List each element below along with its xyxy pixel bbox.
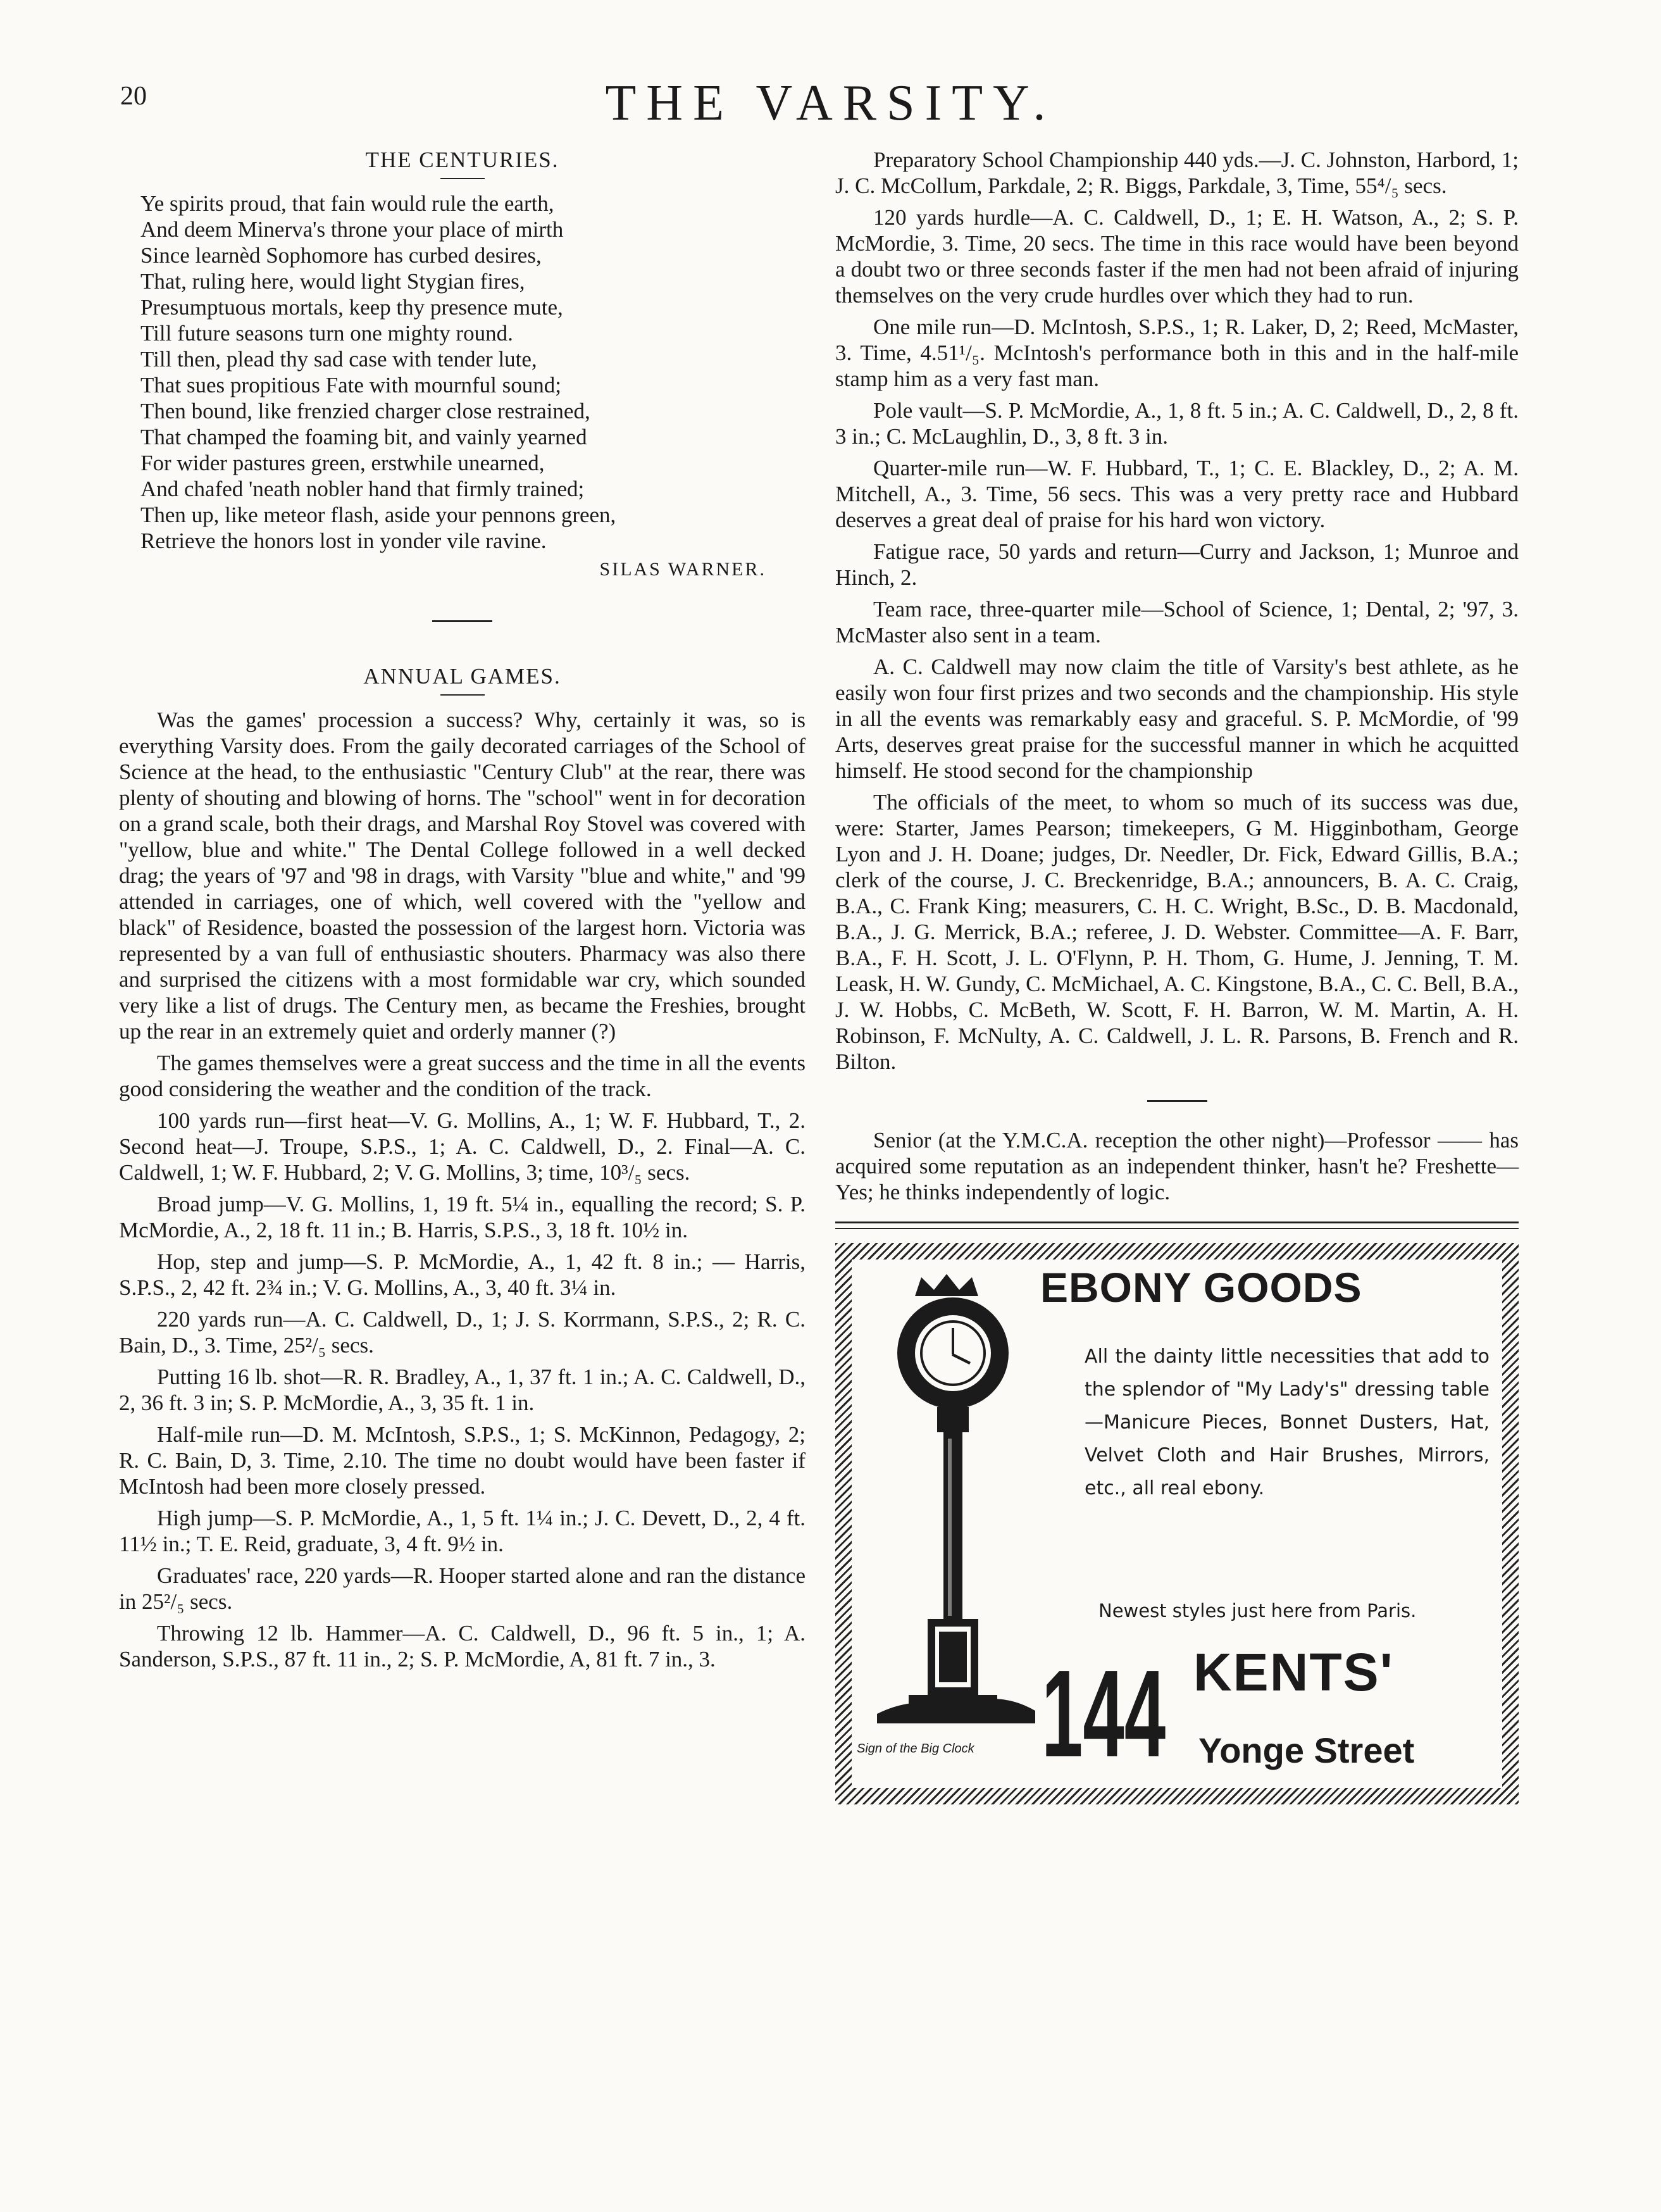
poem <box>119 191 806 554</box>
paragraph: 220 yards run—A. C. Caldwell, D., 1; J. S. Korrmann, S.P.S., 2; R. C. Bain, D., 3. Time, 25²/₅ secs. <box>119 1307 806 1358</box>
poem-line: Retrieve the honors lost in yonder vile ravine. <box>140 528 547 553</box>
poem-signature: SILAS WARNER. <box>599 559 766 580</box>
title-rule <box>440 694 485 696</box>
clock-caption: Sign of the Big Clock <box>857 1742 974 1756</box>
section-divider <box>1147 1100 1207 1102</box>
paragraph: Pole vault—S. P. McMordie, A., 1, 8 ft. 5 in.; A. C. Caldwell, D., 2, 8 ft. 3 in.; C. McLaughlin, D., 3, 8 ft. 3 in. <box>835 398 1519 449</box>
section-divider <box>432 620 492 622</box>
page-number: 20 <box>120 82 147 111</box>
ad-address: Yonge Street <box>1198 1730 1415 1770</box>
ad-brand: KENTS' <box>1193 1642 1394 1702</box>
poem-line: That champed the foaming bit, and vainly yearned <box>140 425 587 449</box>
right-column <box>835 147 1519 1804</box>
poem-line: Ye spirits proud, that fain would rule the earth, <box>140 191 554 216</box>
paragraph: Hop, step and jump—S. P. McMordie, A., 1, 42 ft. 8 in.; — Harris, S.P.S., 2, 42 ft. 2¾ in.; V. G. Mollins, A., 3, 40 ft. 3¼ in. <box>119 1249 806 1300</box>
paragraph: Putting 16 lb. shot—R. R. Bradley, A., 1, 37 ft. 1 in.; A. C. Caldwell, D., 2, 36 ft. 3 in; S. P. McMordie, A., 3, 35 ft. 1 in. <box>119 1365 806 1415</box>
poem-line: That, ruling here, would light Stygian fires, <box>140 269 525 294</box>
games-title: ANNUAL GAMES. <box>363 664 561 689</box>
paragraph: 120 yards hurdle—A. C. Caldwell, D., 1; E. H. Watson, A., 2; S. P. McMordie, 3. Time, 20 secs. The time in this race would have been beyond a doubt two or three seconds faster if the men had not been afraid of injuring themselves on the very crude hurdles over which they had to run. <box>835 205 1519 308</box>
title-rule <box>440 178 485 179</box>
paragraph: One mile run—D. McIntosh, S.P.S., 1; R. Laker, D, 2; Reed, McMaster, 3. Time, 4.51¹/₅. McIntosh's performance both in this and in the half-mile stamp him as a very fast man. <box>835 315 1519 391</box>
centuries-title: THE CENTURIES. <box>365 147 559 172</box>
poem-line: Till then, plead thy sad case with tender lute, <box>140 347 537 372</box>
paragraph: The games themselves were a great success and the time in all the events good considering the weather and the condition of the track. <box>119 1051 806 1101</box>
paragraph: 100 yards run—first heat—V. G. Mollins, A., 1; W. F. Hubbard, T., 2. Second heat—J. Troupe, S.P.S., 1; A. C. Caldwell, D., 2. Final—A. C. Caldwell, 1; W. F. Hubbard, 2; V. G. Mollins, 3; time, 10³/₅ secs. <box>119 1108 806 1185</box>
poem-line: Presumptuous mortals, keep thy presence mute, <box>140 295 563 320</box>
advertisement-panel <box>852 1259 1502 1788</box>
ad-street-number: 144 <box>1042 1644 1166 1783</box>
paragraph: Preparatory School Championship 440 yds.—J. C. Johnston, Harbord, 1; J. C. McCollum, Parkdale, 2; R. Biggs, Parkdale, 3, Time, 55⁴/₅ secs. <box>835 147 1519 198</box>
paragraph: Broad jump—V. G. Mollins, 1, 19 ft. 5¼ in., equalling the record; S. P. McMordie, A., 2, 18 ft. 11 in.; B. Harris, S.P.S., 3, 18 ft. 10½ in. <box>119 1192 806 1242</box>
paragraph: Fatigue race, 50 yards and return—Curry and Jackson, 1; Munroe and Hinch, 2. <box>835 539 1519 590</box>
advertisement <box>835 1243 1519 1804</box>
big-clock-icon <box>864 1271 1042 1739</box>
poem-line: That sues propitious Fate with mournful sound; <box>140 373 561 397</box>
paragraph: A. C. Caldwell may now claim the title of Varsity's best athlete, as he easily won four first prizes and two seconds and the championship. His style in all the events was remarkably easy and graceful. S. P. McMordie, of '99 Arts, deserves great praise for the successful manner in which he acquitted himself. He stood second for the championship <box>835 654 1519 783</box>
paragraph: Team race, three-quarter mile—School of Science, 1; Dental, 2; '97, 3. McMaster also sent in a team. <box>835 597 1519 647</box>
paragraph: Was the games' procession a success? Why, certainly it was, so is everything Varsity does. From the gaily decorated carriages of the School of Science at the head, to the enthusiastic "Century Club" at the rear, there was plenty of shouting and blowing of horns. The "school" went in for decoration on a grand scale, both their drags, and Marshal Roy Stovel was covered with "yellow, blue and white." The Dental College followed in a well decked drag; the years of '97 and '98 in drags, with Varsity "blue and white," and '99 attended in carriages, one of which, well covered with the "yellow and black" of Residence, boasted the possession of the largest horn. Victoria was represented by a van full of enthusiastic shouters. Pharmacy was also there and surprised the citizens with a most formidable war cry, which sounded very like a list of drugs. The Century men, as became the Freshies, brought up the rear in an extremely quiet and orderly manner (?) <box>119 708 806 1044</box>
paragraph: High jump—S. P. McMordie, A., 1, 5 ft. 1¼ in.; J. C. Devett, D., 2, 4 ft. 11½ in.; T. E. Reid, graduate, 3, 4 ft. 9½ in. <box>119 1506 806 1556</box>
poem-line: Then up, like meteor flash, aside your pennons green, <box>140 503 616 527</box>
anecdote: Senior (at the Y.M.C.A. reception the other night)—Professor —— has acquired some reputation as an independent thinker, hasn't he? Freshette—Yes; he thinks independently of logic. <box>835 1128 1519 1204</box>
poem-line: Till future seasons turn one mighty round. <box>140 321 513 346</box>
ad-body: All the dainty little necessities that add to the splendor of "My Lady's" dressing table—Manicure Pieces, Bonnet Dusters, Hat, Velvet Cloth and Hair Brushes, Mirrors, etc., all real ebony. <box>1085 1346 1490 1499</box>
poem-line: Then bound, like frenzied charger close restrained, <box>140 399 590 423</box>
ad-heading: EBONY GOODS <box>1040 1264 1362 1311</box>
paragraph: Quarter-mile run—W. F. Hubbard, T., 1; C. E. Blackley, D., 2; A. M. Mitchell, A., 3. Time, 56 secs. This was a very pretty race and Hubbard deserves a great deal of praise for his hard won victory. <box>835 456 1519 532</box>
ad-rule <box>835 1222 1519 1223</box>
paragraph: Throwing 12 lb. Hammer—A. C. Caldwell, D., 96 ft. 5 in., 1; A. Sanderson, S.P.S., 87 ft. 11 in., 2; S. P. McMordie, A, 81 ft. 7 in., 3. <box>119 1621 806 1671</box>
poem-line: For wider pastures green, erstwhile unearned, <box>140 451 545 475</box>
paragraph: The officials of the meet, to whom so much of its success was due, were: Starter, James Pearson; timekeepers, G M. Higginbotham, George Lyon and J. H. Doane; judges, Dr. Needler, Dr. Fick, Edward Gillis, B.A.; clerk of the course, J. C. Breckenridge, B.A.; announcers, B. A. C. Craig, B.A., C. Frank King; measurers, C. H. C. Wright, B.Sc., D. B. Macdonald, B.A., J. G. Merrick, B.A.; referee, J. D. Webster. Committee—A. F. Barr, B.A., F. H. Scott, J. L. O'Flynn, P. H. Thom, G. Hume, J. Jenning, T. M. Leask, H. W. Gundy, C. McMichael, A. C. Kingstone, B.A., C. C. Bell, B.A., J. W. Hobbs, C. McBeth, W. Scott, F. H. Barron, W. M. Martin, A. H. Robinson, F. McNulty, A. C. Caldwell, J. L. R. Parsons, B. French and R. Bilton. <box>835 790 1519 1074</box>
poem-line: And deem Minerva's throne your place of mirth <box>140 217 564 242</box>
poem-line: Since learnèd Sophomore has curbed desires, <box>140 243 542 268</box>
paragraph: Graduates' race, 220 yards—R. Hooper started alone and ran the distance in 25²/₅ secs. <box>119 1563 806 1614</box>
paragraph: Half-mile run—D. M. McIntosh, S.P.S., 1; S. McKinnon, Pedagogy, 2; R. C. Bain, D, 3. Time, 2.10. The time no doubt would have been faster if McIntosh had been more closely pressed. <box>119 1422 806 1499</box>
masthead: THE VARSITY. <box>605 75 1056 131</box>
ad-rule <box>835 1228 1519 1229</box>
left-column <box>119 147 806 1678</box>
ad-note: Newest styles just here from Paris. <box>1098 1600 1417 1622</box>
poem-line: And chafed 'neath nobler hand that firmly trained; <box>140 477 585 501</box>
